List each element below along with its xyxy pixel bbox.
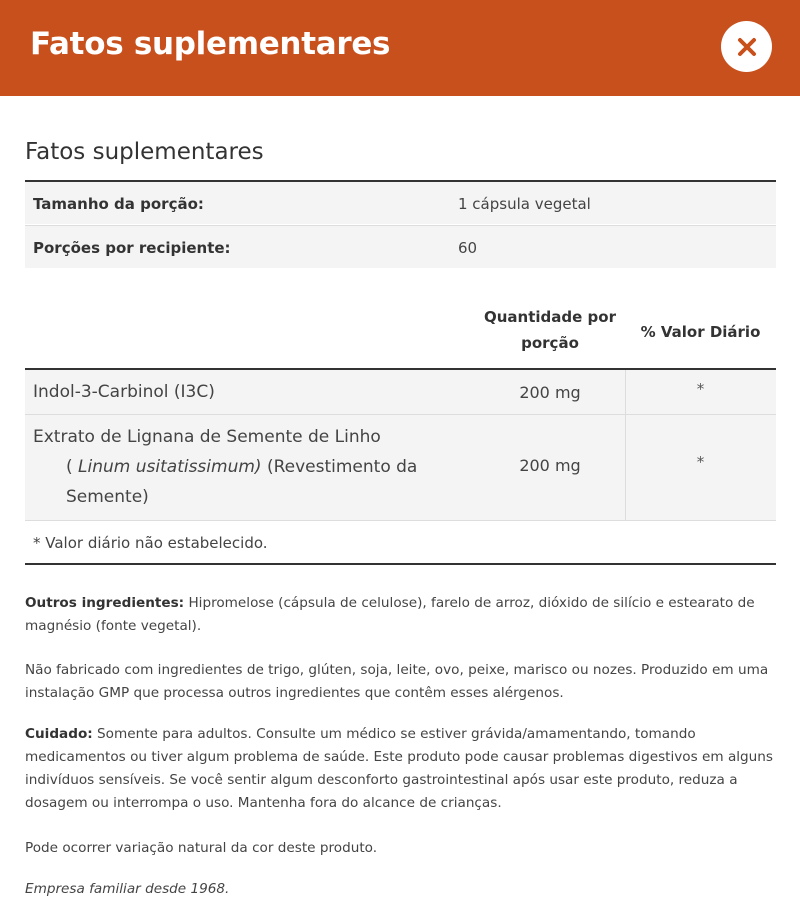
- caution: Cuidado: Somente para adultos. Consulte um médico se estiver grávida/amamentando, tomando medicamentos ou tiver algum problema de saúde. Este produto pode causar problemas digestivos em alguns indivíduos sensíveis. Se você sentir algum desconforto gastrointestinal após usar este produto, reduza a dosagem ou interrompa o uso. Mantenha fora do alcance de crianças.: [25, 726, 773, 811]
- nutrient-name: Indol-3-Carbinol (I3C): [33, 382, 215, 402]
- amount-column-header: Quantidade por porção: [484, 308, 616, 352]
- serving-size-row: [25, 182, 776, 224]
- column-divider: [625, 415, 626, 520]
- nutrient-amount: 200 mg: [519, 456, 581, 475]
- other-ingredients: Outros ingredientes: Hipromelose (cápsula de celulose), farelo de arroz, dióxido de silício e estearato de magnésio (fonte vegetal).: [25, 595, 755, 634]
- color-variation-note: Pode ocorrer variação natural da cor deste produto.: [25, 840, 378, 856]
- divider: [25, 563, 776, 565]
- serving-size-label: Tamanho da porção:: [33, 195, 204, 213]
- nutrient-row: [25, 415, 776, 520]
- servings-value: 60: [458, 239, 478, 257]
- nutrient-dv: *: [696, 380, 705, 398]
- tagline: Empresa familiar desde 1968.: [25, 881, 230, 897]
- close-icon: [737, 37, 757, 57]
- servings-label: Porções por recipiente:: [33, 239, 231, 257]
- caution-label: Cuidado:: [25, 726, 93, 742]
- modal-header: [0, 0, 800, 96]
- nutrient-row: [25, 370, 776, 414]
- nutrient-name: Extrato de Lignana de Semente de Linho ( Linum usitatissimum) (Revestimento da Semente): [33, 427, 418, 507]
- other-ingredients-label: Outros ingredientes:: [25, 595, 185, 611]
- column-divider: [625, 370, 626, 414]
- close-button[interactable]: [721, 21, 772, 72]
- nutrient-amount: 200 mg: [519, 383, 581, 402]
- dv-column-header: % Valor Diário: [640, 323, 761, 341]
- allergen-note: Não fabricado com ingredientes de trigo, glúten, soja, leite, ovo, peixe, marisco ou nozes. Produzido em uma instalação GMP que processa outros ingredientes que contêm esses alérgenos.: [25, 662, 769, 701]
- modal-title: Fatos suplementares: [30, 26, 391, 62]
- footnote: * Valor diário não estabelecido.: [33, 534, 268, 552]
- servings-row: [25, 226, 776, 268]
- nutrient-dv: *: [696, 453, 705, 471]
- section-title: Fatos suplementares: [25, 139, 264, 165]
- divider: [25, 520, 776, 521]
- serving-size-value: 1 cápsula vegetal: [458, 195, 591, 213]
- latin-name: Linum usitatissimum): [78, 457, 262, 477]
